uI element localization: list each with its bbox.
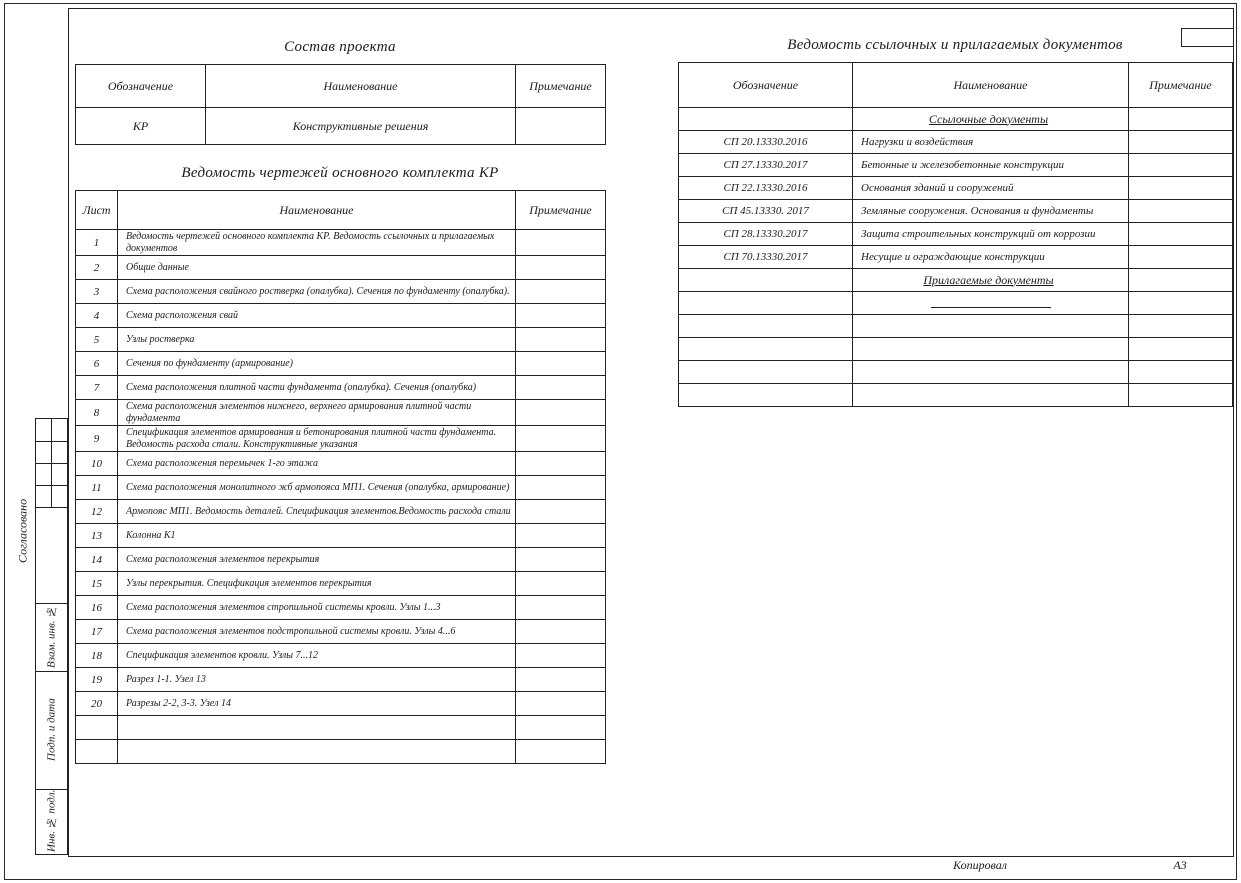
cell-sheet-number: 18: [76, 644, 118, 668]
cell-drawing-name: Схема расположения элементов подстропильной системы кровли. Узлы 4...6: [118, 620, 516, 644]
cell-drawing-name: Колонна К1: [118, 524, 516, 548]
cell-document-name: Земляные сооружения. Основания и фундаменты: [853, 200, 1129, 223]
table-row: [679, 315, 1233, 338]
table-row: [76, 452, 606, 476]
table-row: [679, 292, 1233, 315]
cell-drawing-name: Армопояс МП1. Ведомость деталей. Спецификация элементов.Ведомость расхода стали: [118, 500, 516, 524]
cell-designation: [679, 361, 853, 384]
cell-drawing-name: Узлы перекрытия. Спецификация элементов перекрытия: [118, 572, 516, 596]
cell-drawing-name: Схема расположения элементов перекрытия: [118, 548, 516, 572]
table-row: [76, 572, 606, 596]
composition-table: [75, 64, 606, 145]
drawings-title: Ведомость чертежей основного комплекта КР: [181, 165, 499, 181]
cell-note: [516, 452, 606, 476]
table-row: [679, 200, 1233, 223]
table-row: [679, 338, 1233, 361]
label-format-a3: А3: [1173, 858, 1187, 872]
refs-header-row: [679, 63, 1233, 108]
col-header-name: Наименование: [206, 65, 516, 108]
cell-sheet-number: 5: [76, 328, 118, 352]
cell-drawing-name: Схема расположения элементов стропильной системы кровли. Узлы 1...3: [118, 596, 516, 620]
composition-header-row: [76, 65, 606, 108]
table-row: [76, 716, 606, 740]
col-header-designation: Обозначение: [679, 63, 853, 108]
cell-note: [516, 108, 606, 145]
table-row: [679, 154, 1233, 177]
cell-note: [1129, 269, 1233, 292]
col-header-note: Примечание: [1129, 63, 1233, 108]
table-row: [76, 376, 606, 400]
stamp-grid-divider: [51, 419, 52, 507]
cell-designation: СП 45.13330. 2017: [679, 200, 853, 223]
composition-title: Состав проекта: [284, 39, 396, 55]
table-row: [76, 280, 606, 304]
cell-note: [1129, 361, 1233, 384]
cell-drawing-name: Общие данные: [118, 256, 516, 280]
project-composition-section: [75, 36, 605, 145]
table-row: [76, 668, 606, 692]
table-row: [679, 361, 1233, 384]
cell-note: [516, 692, 606, 716]
table-row: [679, 223, 1233, 246]
label-inv-podl: Инв. № подл.: [45, 789, 58, 853]
table-row: [76, 692, 606, 716]
drawings-table: [75, 190, 606, 764]
cell-sheet-number: 6: [76, 352, 118, 376]
cell-sheet-number: [76, 716, 118, 740]
cell-sheet-number: 7: [76, 376, 118, 400]
table-row: [679, 246, 1233, 269]
cell-drawing-name: Спецификация элементов кровли. Узлы 7...12: [118, 644, 516, 668]
table-row: [76, 620, 606, 644]
cell-note: [516, 304, 606, 328]
cell-note: [516, 572, 606, 596]
cell-designation: КР: [76, 108, 206, 145]
label-podp-data: Подп. и дата: [45, 698, 58, 762]
cell-designation: СП 27.13330.2017: [679, 154, 853, 177]
table-row: [76, 230, 606, 256]
cell-note: [1129, 200, 1233, 223]
cell-drawing-name: [118, 716, 516, 740]
cell-note: [1129, 246, 1233, 269]
cell-note: [516, 352, 606, 376]
cell-note: [1129, 315, 1233, 338]
cell-sheet-number: 4: [76, 304, 118, 328]
table-row: [679, 269, 1233, 292]
cell-document-name: Защита строительных конструкций от коррозии: [853, 223, 1129, 246]
col-header-sheet: Лист: [76, 191, 118, 230]
refs-table: [678, 62, 1233, 407]
col-header-name: Наименование: [853, 63, 1129, 108]
cell-designation: СП 70.13330.2017: [679, 246, 853, 269]
cell-document-name: [853, 361, 1129, 384]
cell-drawing-name: [118, 740, 516, 764]
cell-sheet-number: 17: [76, 620, 118, 644]
cell-drawing-name: Ведомость чертежей основного комплекта КР. Ведомость ссылочных и прилагаемых документов: [118, 230, 516, 256]
composition-data-row: [76, 108, 606, 145]
cell-sheet-number: [76, 740, 118, 764]
cell-note: [516, 524, 606, 548]
cell-designation: [679, 292, 853, 315]
cell-drawing-name: Разрез 1-1. Узел 13: [118, 668, 516, 692]
table-row: [679, 384, 1233, 407]
table-row: [679, 108, 1233, 131]
cell-note: [516, 668, 606, 692]
cell-sheet-number: 14: [76, 548, 118, 572]
cell-drawing-name: Схема расположения свай: [118, 304, 516, 328]
cell-drawing-name: Разрезы 2-2, 3-3. Узел 14: [118, 692, 516, 716]
table-row: [679, 177, 1233, 200]
cell-drawing-name: Схема расположения свайного ростверка (опалубка). Сечения по фундаменту (опалубка).: [118, 280, 516, 304]
cell-document-name: [853, 384, 1129, 407]
left-stamp-column: [12, 418, 68, 855]
cell-designation: СП 28.13330.2017: [679, 223, 853, 246]
cell-note: [516, 500, 606, 524]
cell-drawing-name: Схема расположения плитной части фундамента (опалубка). Сечения (опалубка): [118, 376, 516, 400]
cell-sheet-number: 19: [76, 668, 118, 692]
table-row: [76, 644, 606, 668]
table-row: [76, 256, 606, 280]
cell-note: [516, 596, 606, 620]
stamp-grid-line: [36, 507, 67, 508]
cell-sheet-number: 13: [76, 524, 118, 548]
drawings-list-section: [75, 162, 605, 764]
cell-drawing-name: Спецификация элементов армирования и бетонирования плитной части фундамента. Ведомость расхода стали. Конструктивные указания: [118, 426, 516, 452]
cell-note: [516, 548, 606, 572]
cell-drawing-name: Схема расположения элементов нижнего, верхнего армирования плитной части фундамента: [118, 400, 516, 426]
table-row: [76, 426, 606, 452]
cell-document-name: [853, 292, 1129, 315]
cell-sheet-number: 16: [76, 596, 118, 620]
table-row: [76, 352, 606, 376]
cell-sheet-number: 9: [76, 426, 118, 452]
cell-note: [516, 328, 606, 352]
table-row: [76, 596, 606, 620]
cell-note: [516, 644, 606, 668]
refs-title: Ведомость ссылочных и прилагаемых документов: [787, 37, 1123, 53]
cell-sheet-number: 15: [76, 572, 118, 596]
cell-document-name: Нагрузки и воздействия: [853, 131, 1129, 154]
drawings-header-row: [76, 191, 606, 230]
cell-designation: [679, 269, 853, 292]
cell-note: [1129, 292, 1233, 315]
cell-sheet-number: 20: [76, 692, 118, 716]
cell-sheet-number: 1: [76, 230, 118, 256]
cell-sheet-number: 11: [76, 476, 118, 500]
cell-note: [1129, 154, 1233, 177]
cell-designation: [679, 108, 853, 131]
cell-note: [516, 230, 606, 256]
cell-drawing-name: Узлы ростверка: [118, 328, 516, 352]
table-row: [76, 476, 606, 500]
table-row: [76, 400, 606, 426]
table-row: [76, 548, 606, 572]
table-row: [76, 328, 606, 352]
cell-name: Конструктивные решения: [206, 108, 516, 145]
cell-document-name: Несущие и ограждающие конструкции: [853, 246, 1129, 269]
cell-sheet-number: 10: [76, 452, 118, 476]
table-row: [76, 740, 606, 764]
cell-designation: СП 22.13330.2016: [679, 177, 853, 200]
cell-note: [516, 400, 606, 426]
cell-note: [1129, 223, 1233, 246]
label-kopiroval: Копировал: [953, 858, 1007, 872]
stamp-boxes: [35, 418, 68, 855]
cell-note: [516, 740, 606, 764]
cell-note: [516, 716, 606, 740]
cell-sheet-number: 3: [76, 280, 118, 304]
col-header-note: Примечание: [516, 191, 606, 230]
table-row: [76, 524, 606, 548]
cell-drawing-name: Схема расположения монолитного жб армопояса МП1. Сечения (опалубка, армирование): [118, 476, 516, 500]
cell-sheet-number: 12: [76, 500, 118, 524]
cell-note: [1129, 131, 1233, 154]
cell-designation: [679, 315, 853, 338]
cell-drawing-name: Схема расположения перемычек 1-го этажа: [118, 452, 516, 476]
table-row: [76, 500, 606, 524]
col-header-designation: Обозначение: [76, 65, 206, 108]
cell-note: [1129, 177, 1233, 200]
cell-note: [516, 280, 606, 304]
cell-document-name: Бетонные и железобетонные конструкции: [853, 154, 1129, 177]
label-soglasovano: Согласовано: [15, 498, 30, 564]
cell-drawing-name: Сечения по фундаменту (армирование): [118, 352, 516, 376]
label-vzam-inv: Взам. инв. №: [45, 605, 58, 669]
cell-designation: [679, 338, 853, 361]
cell-document-name: [853, 338, 1129, 361]
cell-sheet-number: 2: [76, 256, 118, 280]
cell-note: [516, 476, 606, 500]
cell-note: [516, 256, 606, 280]
cell-note: [1129, 384, 1233, 407]
cell-document-name: Прилагаемые документы: [853, 269, 1129, 292]
col-header-note: Примечание: [516, 65, 606, 108]
cell-note: [1129, 108, 1233, 131]
cell-note: [516, 426, 606, 452]
referenced-docs-section: [678, 34, 1232, 407]
cell-document-name: Ссылочные документы: [853, 108, 1129, 131]
cell-note: [1129, 338, 1233, 361]
cell-designation: [679, 384, 853, 407]
cell-document-name: [853, 315, 1129, 338]
cell-document-name: Основания зданий и сооружений: [853, 177, 1129, 200]
table-row: [679, 131, 1233, 154]
table-row: [76, 304, 606, 328]
cell-sheet-number: 8: [76, 400, 118, 426]
cell-designation: СП 20.13330.2016: [679, 131, 853, 154]
col-header-name: Наименование: [118, 191, 516, 230]
cell-note: [516, 620, 606, 644]
cell-note: [516, 376, 606, 400]
